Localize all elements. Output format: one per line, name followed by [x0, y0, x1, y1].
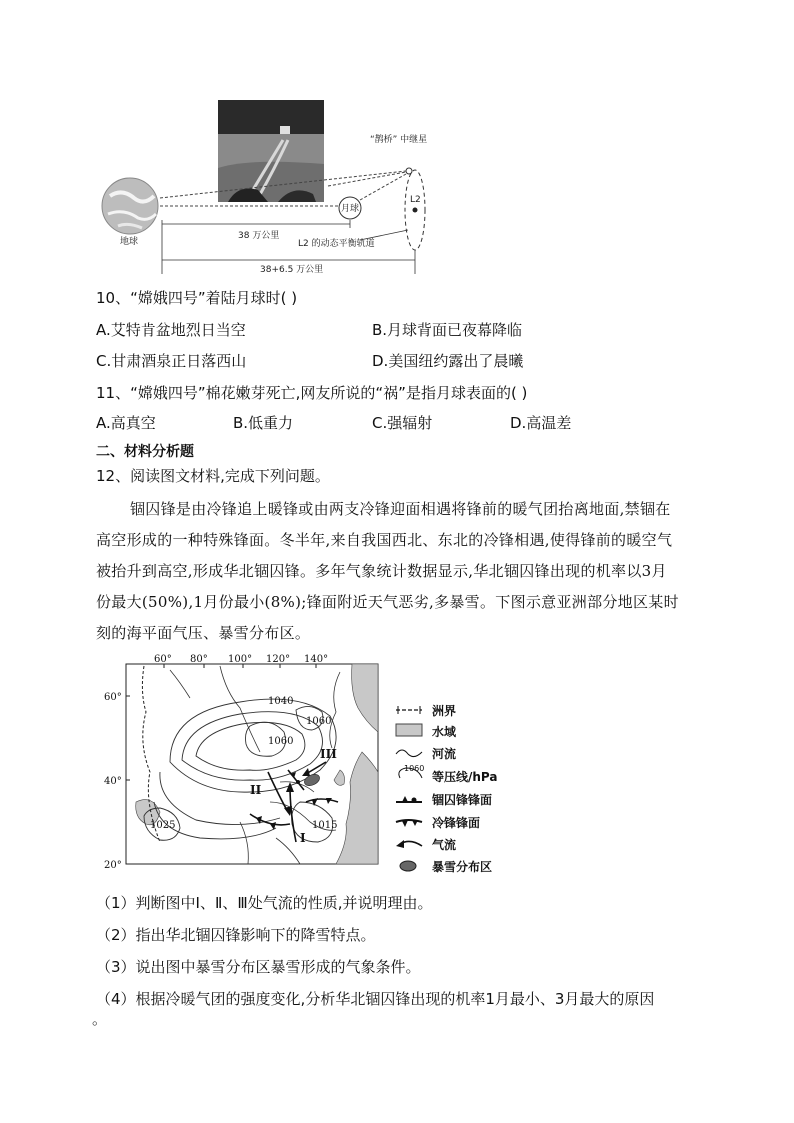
relay-link-1: [328, 172, 406, 186]
material-line-5: 刻的海平面气压、暴雪分布区。: [96, 624, 311, 642]
relay-satellite-icon: [406, 168, 412, 174]
q11-option-a[interactable]: A.高真空: [96, 414, 156, 432]
lat-label-20: 20°: [104, 860, 122, 871]
isobar-label-1040: 1040: [268, 696, 294, 707]
material-line-3: 被抬升到高空,形成华北锢囚锋。多年气象统计数据显示,华北锢囚锋出现的机率以3月: [96, 562, 667, 580]
earth-icon: [102, 178, 158, 234]
orbit-label: L2 的动态平衡轨道: [298, 239, 375, 249]
legend-isobar-sample: 1060: [404, 764, 425, 773]
q12-stem: 12、阅读图文材料,完成下列问题。: [96, 467, 330, 485]
l2-label: L2: [410, 195, 421, 205]
legend-airflow-symbol: [396, 840, 422, 848]
material-line-1: 锢囚锋是由冷锋追上暖锋或由两支冷锋迎面相遇将锋前的暖气团抬离地面,禁锢在: [130, 500, 671, 518]
material-line-4: 份最大(50%),1月份最小(8%);锋面附近天气恶劣,多暴雪。下图示意亚洲部分地区某时: [96, 593, 679, 611]
q10-option-b[interactable]: B.月球背面已夜幕降临: [372, 321, 523, 339]
lat-label-40: 40°: [104, 776, 122, 787]
lon-label-60: 60°: [154, 654, 172, 665]
q11-option-d[interactable]: D.高温差: [510, 414, 572, 432]
isobar-label-1025: 1025: [150, 820, 176, 831]
lon-label-80: 80°: [190, 654, 208, 665]
pressure-map: [100, 652, 390, 874]
legend-occluded-symbol: [396, 796, 422, 803]
legend-label-occluded: 锢囚锋锋面: [432, 793, 493, 807]
q10-stem: 10、“嫦娥四号”着陆月球时( ): [96, 289, 298, 307]
roman-label-ii: II: [250, 783, 262, 797]
isobar-label-1060-b: 1060: [306, 716, 332, 727]
lon-label-100: 100°: [228, 654, 253, 665]
relay-link-2: [360, 174, 406, 200]
legend-label-river: 河流: [432, 747, 457, 761]
q10-option-a[interactable]: A.艾特肯盆地烈日当空: [96, 321, 246, 339]
distance-label-2: 38+6.5 万公里: [260, 265, 324, 275]
legend-label-snow: 暴雪分布区: [432, 860, 493, 874]
q11-option-b[interactable]: B.低重力: [233, 414, 294, 432]
roman-label-iii: III: [320, 747, 337, 761]
legend-boundary-symbol: [396, 706, 422, 714]
legend-snow-symbol: [400, 861, 416, 871]
subquestion-4: （4）根据冷暖气团的强度变化,分析华北锢囚锋出现的机率1月最小、3月最大的原因: [96, 990, 655, 1008]
relay-label: “鹊桥” 中继星: [370, 135, 428, 145]
legend-symbols: [392, 696, 428, 876]
q11-option-c[interactable]: C.强辐射: [372, 414, 433, 432]
subquestion-3: （3）说出图中暴雪分布区暴雪形成的气象条件。: [96, 958, 421, 976]
subquestion-4-end: 。: [92, 1010, 108, 1028]
moon-label: 月球: [341, 204, 360, 214]
lunar-surface-photo: [218, 100, 324, 202]
section-heading: 二、材料分析题: [96, 444, 194, 460]
legend-water-symbol: [396, 724, 422, 736]
material-line-2: 高空形成的一种特殊锋面。冬半年,来自我国西北、东北的冷锋相遇,使得锋前的暖空气: [96, 531, 673, 549]
q12-material: [96, 494, 700, 649]
subquestion-2: （2）指出华北锢囚锋影响下的降雪特点。: [96, 926, 376, 944]
roman-label-i: I: [300, 831, 306, 845]
legend-coldfront-symbol: [396, 820, 422, 827]
distance-label-1: 38 万公里: [238, 231, 280, 241]
lat-label-60: 60°: [104, 692, 122, 703]
earth-label: 地球: [120, 237, 139, 247]
legend-label-water: 水域: [432, 725, 457, 739]
legend-river-symbol: [396, 750, 422, 757]
legend-label-boundary: 洲界: [432, 704, 457, 718]
isobar-label-1015: 1015: [312, 820, 338, 831]
lon-label-120: 120°: [266, 654, 291, 665]
legend-label-airflow: 气流: [432, 838, 457, 852]
q10-option-c[interactable]: C.甘肃酒泉正日落西山: [96, 352, 247, 370]
legend-label-coldfront: 冷锋锋面: [432, 816, 481, 830]
map-legend: [392, 696, 512, 876]
pressure-map-svg: [100, 652, 390, 874]
moon-relay-figure: [98, 98, 438, 278]
l2-point: [413, 208, 418, 213]
isobar-label-1060-a: 1060: [268, 736, 294, 747]
moon-relay-diagram: [98, 98, 438, 278]
subquestion-1: （1）判断图中Ⅰ、Ⅱ、Ⅲ处气流的性质,并说明理由。: [96, 894, 433, 912]
lon-label-140: 140°: [304, 654, 329, 665]
q10-option-d[interactable]: D.美国纽约露出了晨曦: [372, 352, 524, 370]
q11-stem: 11、“嫦娥四号”棉花嫩芽死亡,网友所说的“祸”是指月球表面的( ): [96, 384, 528, 402]
map-frame: [126, 664, 378, 864]
legend-label-isobar: 等压线/hPa: [432, 770, 498, 784]
